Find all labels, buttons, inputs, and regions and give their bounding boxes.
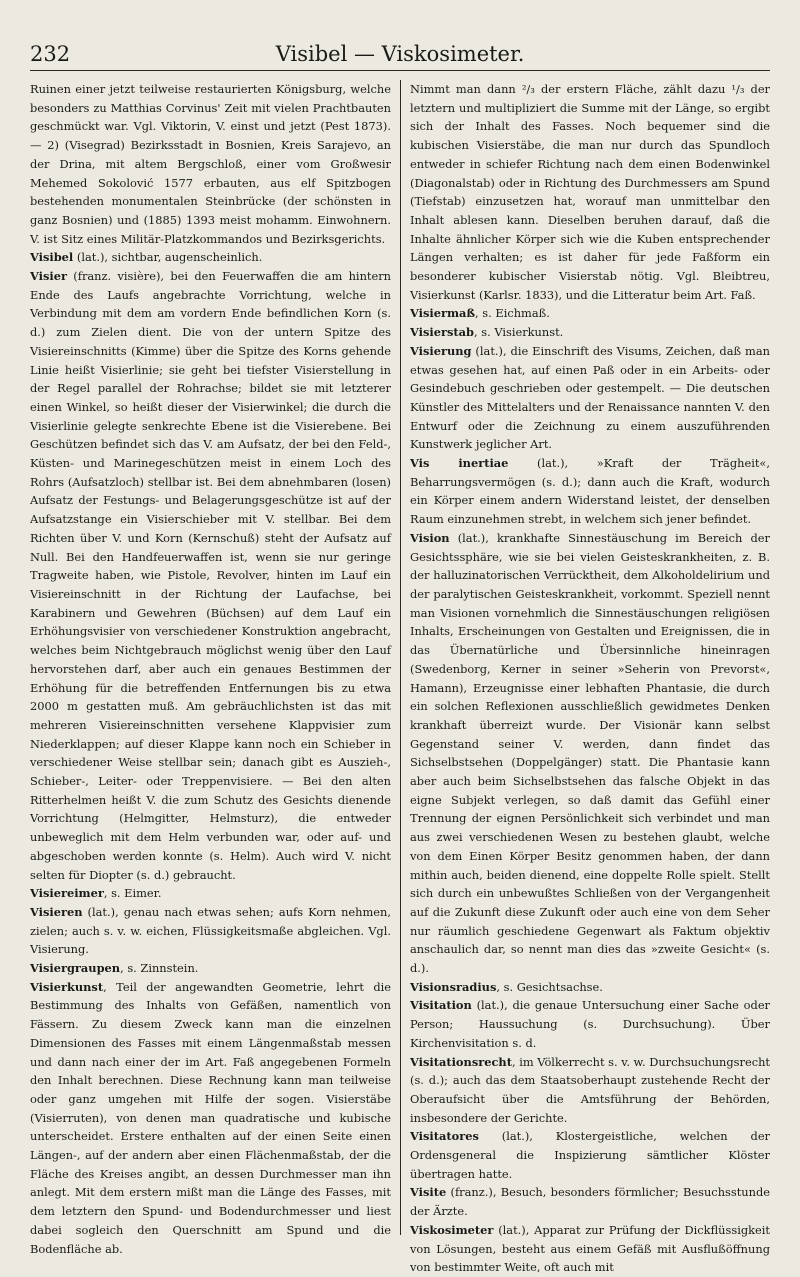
dictionary-entry [410,304,770,323]
entry-text: , im Völkerrecht s. v. w. Durchsuchungsrecht (s. d.); auch das dem Staatsoberhaupt zustehende Recht der Oberaufsicht über die Amtsführung der Behörden, insbesondere der Gerichte. [410,1054,771,1125]
entry-text: (lat.), Klostergeistliche, welchen der Ordensgeneral die Inspizierung sämtlicher Klöster übertragen hatte. [410,1129,770,1181]
entry-text: , s. Eichmaß. [475,306,550,321]
entry-text: , s. Zinnstein. [120,961,199,976]
dictionary-entry [30,903,391,959]
entry-headword: Visitatores [410,1129,479,1144]
entry-text: (lat.), die Einschrift des Visums, Zeichen, daß man etwas gesehen hat, auf einen Paß oder in ein Arbeits- oder Gesindebuch geschrieben oder gestempelt. — Die deutschen Künstler des Mittelalters und der Renaissance nannten V. den Entwurf oder die Zeichnung zu einem auszuführenden Kunstwerk jeglicher Art. [410,343,770,452]
entry-text: , s. Gesichtsachse. [496,979,603,994]
continued-text [30,80,391,248]
entry-headword: Visiermaß [410,306,476,321]
left-column [30,80,400,1256]
entry-headword: Visibel [30,250,74,265]
page-header [30,36,770,71]
dictionary-entry [410,996,770,1052]
entry-text: (lat.), genau nach etwas sehen; aufs Korn nehmen, zielen; auch s. v. w. eichen, Flüssigkeitsmaße abgleichen. Vgl. Visierung. [30,904,391,957]
entry-headword: Visitation [410,998,472,1013]
dictionary-entry [410,529,770,978]
dictionary-entry [410,1183,770,1220]
dictionary-entry [410,323,770,342]
dictionary-entry [30,267,391,884]
page-number: 232 [30,42,71,66]
entry-headword: Vision [410,530,450,545]
entry-text: (lat.), krankhafte Sinnestäuschung im Bereich der Gesichtssphäre, wie sie bei vielen Geisteskrankheiten, z. B. der halluzinatorischen Verrücktheit, dem Alkoholdelirium und der paralytischen Geisteskrankheit, vorkommt. Speziell nennt man Visionen vornehmlich die Sinnestäuschungen religiösen Inhalts, Erscheinungen von Gestalten und Ereignissen, die in das Übernatürliche und Übersinnliche hineinragen (Swedenborg, Kerner in seiner »Seherin von Prevorst«, Hamann), Erzeugnisse einer lebhaften Phantasie, die durch ein solchen Reflexionen ausschließlich gewidmetes Denken krankhaft überreizt wurde. Der Visionär kann selbst Gegenstand seiner V. werden, dann findet das Sichselbstsehen (Doppelgänger) statt. Die Phantasie kann aber auch beim Sichselbstsehen das falsche Objekt in das eigne Subjekt verlegen, so daß damit das Gefühl einer Trennung der eignen Persönlichkeit sich verbindet und man aus zwei verschiedenen Wesen zu bestehen glaubt, welche von dem Einen Körper Besitz genommen haben, der dann mithin auch, beiden dienend, eine doppelte Rolle spielt. Stellt sich durch ein unbewußtes Schließen von der Vergangenheit auf die Zukunft diese Zukunft oder auch eine von dem Seher nur räumlich geschiedene Gegenwart als Faktum objektiv anschaulich dar, so nennt man dies das »zweite Gesicht« (s. d.). [410,530,770,976]
entry-headword: Visiereimer [30,886,104,901]
entry-headword: Visieren [30,904,83,919]
entry-headword: Visierung [410,343,472,358]
dictionary-entry [30,978,391,1259]
dictionary-entry [410,1053,770,1128]
right-column [400,80,771,1275]
dictionary-entry [410,1221,770,1277]
entry-headword: Viskosimeter [410,1222,494,1237]
dictionary-entry [410,978,770,997]
entry-headword: Visierkunst [30,979,104,994]
entry-text: , s. Visierkunst. [473,325,564,340]
entry-headword: Vis inertiae [410,456,509,471]
entry-headword: Visite [410,1185,447,1200]
entry-text: (lat.), die genaue Untersuchung einer Sache oder Person; Haussuchung (s. Durchsuchung). Über Kirchenvisitation s. d. [410,998,770,1050]
entry-text: (lat.), sichtbar, augenscheinlich. [73,250,263,265]
entry-headword: Visionsradius [410,979,497,994]
entry-text: (franz. visière), bei den Feuerwaffen die am hintern Ende des Laufs angebrachte Vorrichtung, welche in Verbindung mit dem am vordern Ende befindlichen Korn (s. d.) zum Zielen dient. Die von der untern Spitze des Visiereinschnitts (Kimme) über die Spitze des Korns gehende Linie heißt Visierlinie; sie geht bei tiefster Visierstellung in der Regel parallel der Rohrachse; bildet sie mit letzterer einen Winkel, so heißt dieser der Visierwinkel; die durch die Visierlinie gelegte senkrechte Ebene ist die Visierebene. Bei Geschützen befindet sich das V. am Aufsatz, der bei den Feld-, Küsten- und Marinegeschützen meist in einem Loch des Rohrs (Aufsatzloch) stellbar ist. Bei dem abnehmbaren (losen) Aufsatz der Festungs- und Belagerungsgeschütze ist auf der Aufsatzstange ein Visierschieber mit V. stellbar. Bei dem Richten über V. und Korn (Kernschuß) steht der Aufsatz auf Null. Bei den Handfeuerwaffen ist, wenn sie nur geringe Tragweite haben, wie Pistole, Revolver, hinten im Lauf ein Visiereinschnitt in der Richtung der Laufachse, bei Karabinern und Gewehren (Büchsen) auf dem Lauf ein Erhöhungsvisier von verschiedener Konstruktion angebracht, welches beim Nichtgebrauch möglichst wenig über den Lauf hervorstehen darf, aber auch ein genaues Bestimmen der Erhöhung für die betreffenden Entfernungen bis zu etwa 2000 m gestatten muß. Am gebräuchlichsten ist das mit mehreren Visiereinschnitten versehene Klappvisier zum Niederklappen; auf dieser Klappe kann noch ein Schieber in verschiedener Weise stellbar sein; danach gibt es Auszieh-, Schieber-, Leiter- oder Treppenvisiere. — Bei den alten Ritterhelmen heißt V. die zum Schutz des Gesichts dienende Vorrichtung (Helmgitter, Helmsturz), die entweder unbeweglich mit dem Helm verbunden war, oder auf- und abgeschoben werden konnte (s. Helm). Auch wird V. nicht selten für Diopter (s. d.) gebraucht. [30,269,391,882]
entry-headword: Visitationsrecht [410,1054,512,1069]
entry-headword: Visier [30,269,67,284]
entry-text: Nimmt man dann ²/₃ der erstern Fläche, zählt dazu ¹/₃ der letztern und multipliziert die Summe mit der Länge, so ergibt sich der Inhalt des Fasses. Noch bequemer sind die kubischen Visierstäbe, die man nur durch das Spundloch entweder in schiefer Richtung nach dem einen Bodenwinkel (Diagonalstab) oder in Richtung des Durchmessers am Spund (Tiefstab) einzusetzen hat, worauf man unmittelbar den Inhalt ablesen kann. Dieselben beruhen darauf, daß die Inhalte ähnlicher Körper sich wie die Kuben entsprechender Längen verhalten; es ist daher für jede Faßform ein besonderer kubischer Visierstab nötig. Vgl. Bleibtreu, Visierkunst (Karlsr. 1833), und die Litteratur beim Art. Faß. [410,82,770,302]
entry-headword: Visierstab [410,325,474,340]
entry-text: , s. Eimer. [103,886,162,901]
entry-text: (franz.), Besuch, besonders förmlicher; Besuchsstunde der Ärzte. [410,1185,770,1219]
dictionary-entry [30,959,391,978]
entry-headword: Visiergraupen [30,961,121,976]
continued-text [410,80,770,304]
dictionary-entry [410,454,770,529]
entry-text: , Teil der angewandten Geometrie, lehrt die Bestimmung des Inhalts von Gefäßen, namentlich von Fässern. Zu diesem Zweck kann man die einzelnen Dimensionen des Fasses mit einem Längenmaßstab messen und dann nach einer der im Art. Faß angegebenen Formeln den Inhalt berechnen. Diese Rechnung kann man teilweise oder ganz umgehen mit Hilfe der sogen. Visierstäbe (Visierruten), von denen man quadratische und kubische unterscheidet. Erstere enthalten auf der einen Seite einen Längen-, auf der andern aber einen Flächenmaßstab, der die Fläche des Kreises angibt, an dessen Durchmesser man ihn anlegt. Mit dem erstern mißt man die Länge des Fasses, mit dem letztern den Spund- und Bodendurchmesser und liest dabei sogleich den Querschnitt am Spund und die Bodenfläche ab. [30,979,391,1256]
text-columns [30,80,771,1275]
dictionary-entry [30,248,391,267]
entry-text: (lat.), Apparat zur Prüfung der Dickflüssigkeit von Lösungen, besteht aus einem Gefäß mit Ausflußöffnung von bestimmter Weite, oft auch mit [410,1222,770,1275]
dictionary-entry [410,342,770,454]
entry-text: Ruinen einer jetzt teilweise restaurierten Königsburg, welche besonders zu Matthias Corvinus' Zeit mit vielen Prachtbauten geschmückt war. Vgl. Viktorin, V. einst und jetzt (Pest 1873). — 2) (Visegrad) Bezirksstadt in Bosnien, Kreis Sarajevo, an der Drina, mit altem Bergschloß, einer vom Großwesir Mehemed Sokolović 1577 erbauten, aus elf Spitzbogen bestehenden monumentalen Steinbrücke (der schönsten in ganz Bosnien) und (1885) 1393 meist mohamm. Einwohnern. V. ist Sitz eines Militär-Platzkommandos und Bezirksgerichts. [30,82,391,246]
entry-text: (lat.), »Kraft der Trägheit«, Beharrungsvermögen (s. d.); dann auch die Kraft, wodurch ein Körper einem andern Widerstand leistet, der denselben Raum einzunehmen strebt, in welchem sich jener befindet. [410,456,771,527]
dictionary-entry [410,1127,770,1183]
dictionary-entry [30,884,391,903]
running-head: Visibel — Viskosimeter. [275,42,525,66]
